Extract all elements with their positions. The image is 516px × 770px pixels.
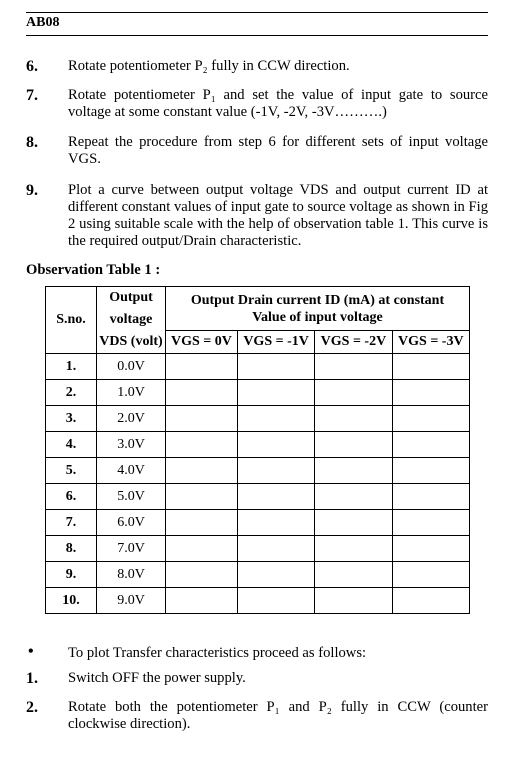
table-row	[46, 380, 470, 406]
cell-drain-current[interactable]	[392, 458, 469, 484]
cell-drain-current[interactable]	[315, 588, 392, 614]
cell-drain-current[interactable]	[166, 484, 238, 510]
header-vgs-0: VGS = 0V	[166, 331, 238, 354]
cell-drain-current[interactable]	[315, 380, 392, 406]
cell-drain-current[interactable]	[392, 484, 469, 510]
header-drain-current-line2: Value of input voltage	[252, 309, 383, 325]
cell-drain-current[interactable]	[237, 458, 314, 484]
cell-drain-current[interactable]	[237, 354, 314, 380]
cell-vds: 6.0V	[97, 510, 166, 536]
cell-drain-current[interactable]	[237, 380, 314, 406]
header-output-voltage	[97, 287, 166, 354]
cell-drain-current[interactable]	[315, 432, 392, 458]
step-number: 6.	[26, 58, 38, 75]
cell-drain-current[interactable]	[237, 406, 314, 432]
cell-drain-current[interactable]	[392, 380, 469, 406]
cell-drain-current[interactable]	[166, 562, 238, 588]
cell-drain-current[interactable]	[237, 588, 314, 614]
cell-sno: 3.	[46, 406, 97, 432]
step-number: 7.	[26, 87, 38, 104]
cell-drain-current[interactable]	[315, 562, 392, 588]
cell-vds: 3.0V	[97, 432, 166, 458]
cell-drain-current[interactable]	[237, 484, 314, 510]
step-number: 1.	[26, 670, 38, 687]
cell-sno: 2.	[46, 380, 97, 406]
header-output-voltage-line2: voltage	[109, 312, 153, 327]
cell-sno: 8.	[46, 536, 97, 562]
step-text: Plot a curve between output voltage VDS and output current ID at different constant values of input gate to source voltage as shown in Fig 2 using suitable scale with the help of observation table 1. This curve is the required output/Drain characteristic.	[68, 182, 488, 249]
cell-drain-current[interactable]	[315, 536, 392, 562]
cell-sno: 9.	[46, 562, 97, 588]
cell-drain-current[interactable]	[392, 354, 469, 380]
table-row	[46, 562, 470, 588]
cell-drain-current[interactable]	[237, 432, 314, 458]
cell-drain-current[interactable]	[166, 380, 238, 406]
table-row	[46, 588, 470, 614]
header-vgs-2: VGS = -2V	[315, 331, 392, 354]
table-row	[46, 458, 470, 484]
step-text: Rotate potentiometer P₂ fully in CCW direction.	[68, 58, 350, 74]
observation-table-body	[46, 354, 470, 614]
cell-drain-current[interactable]	[315, 406, 392, 432]
cell-sno: 1.	[46, 354, 97, 380]
cell-sno: 4.	[46, 432, 97, 458]
header-drain-current	[166, 287, 470, 331]
cell-drain-current[interactable]	[315, 458, 392, 484]
cell-vds: 9.0V	[97, 588, 166, 614]
cell-drain-current[interactable]	[392, 536, 469, 562]
header-vgs-1: VGS = -1V	[237, 331, 314, 354]
header-output-voltage-line3: VDS (volt)	[99, 334, 163, 349]
cell-drain-current[interactable]	[166, 432, 238, 458]
cell-vds: 8.0V	[97, 562, 166, 588]
table-row	[46, 354, 470, 380]
cell-drain-current[interactable]	[237, 562, 314, 588]
step-number: 2.	[26, 699, 38, 716]
cell-drain-current[interactable]	[166, 510, 238, 536]
table-row	[46, 432, 470, 458]
cell-drain-current[interactable]	[315, 354, 392, 380]
table-row	[46, 510, 470, 536]
cell-drain-current[interactable]	[166, 458, 238, 484]
cell-sno: 7.	[46, 510, 97, 536]
bullet-icon: •	[28, 643, 34, 660]
cell-vds: 7.0V	[97, 536, 166, 562]
cell-sno: 10.	[46, 588, 97, 614]
cell-drain-current[interactable]	[392, 562, 469, 588]
observation-table	[45, 286, 470, 614]
table-row	[46, 406, 470, 432]
cell-drain-current[interactable]	[392, 432, 469, 458]
cell-vds: 5.0V	[97, 484, 166, 510]
transfer-intro-text: To plot Transfer characteristics proceed as follows:	[68, 645, 367, 661]
cell-vds: 1.0V	[97, 380, 166, 406]
step-text: Switch OFF the power supply.	[68, 670, 246, 686]
cell-vds: 2.0V	[97, 406, 166, 432]
table-row	[46, 484, 470, 510]
document-code: AB08	[26, 15, 60, 30]
header-sno: S.no.	[46, 287, 97, 354]
cell-drain-current[interactable]	[166, 536, 238, 562]
step-text: Repeat the procedure from step 6 for different sets of input voltage VGS.	[68, 134, 488, 167]
header-output-voltage-line1: Output	[109, 290, 153, 305]
cell-drain-current[interactable]	[392, 510, 469, 536]
cell-drain-current[interactable]	[237, 536, 314, 562]
page-header	[26, 12, 488, 36]
cell-vds: 0.0V	[97, 354, 166, 380]
cell-drain-current[interactable]	[392, 588, 469, 614]
cell-sno: 5.	[46, 458, 97, 484]
step-text: Rotate potentiometer P₁ and set the value of input gate to source voltage at some constant value (-1V, -2V, -3V……….)	[68, 87, 488, 120]
step-text: Rotate both the potentiometer P₁ and P₂ fully in CCW (counter clockwise direction).	[68, 699, 488, 732]
cell-sno: 6.	[46, 484, 97, 510]
cell-drain-current[interactable]	[166, 354, 238, 380]
step-number: 9.	[26, 182, 38, 199]
header-drain-current-line1: Output Drain current ID (mA) at constant	[190, 292, 445, 308]
cell-drain-current[interactable]	[166, 406, 238, 432]
observation-table-title: Observation Table 1 :	[26, 262, 161, 278]
table-row	[46, 536, 470, 562]
cell-drain-current[interactable]	[315, 484, 392, 510]
cell-drain-current[interactable]	[166, 588, 238, 614]
cell-drain-current[interactable]	[315, 510, 392, 536]
cell-drain-current[interactable]	[392, 406, 469, 432]
step-number: 8.	[26, 134, 38, 151]
header-vgs-3: VGS = -3V	[392, 331, 469, 354]
cell-drain-current[interactable]	[237, 510, 314, 536]
cell-vds: 4.0V	[97, 458, 166, 484]
